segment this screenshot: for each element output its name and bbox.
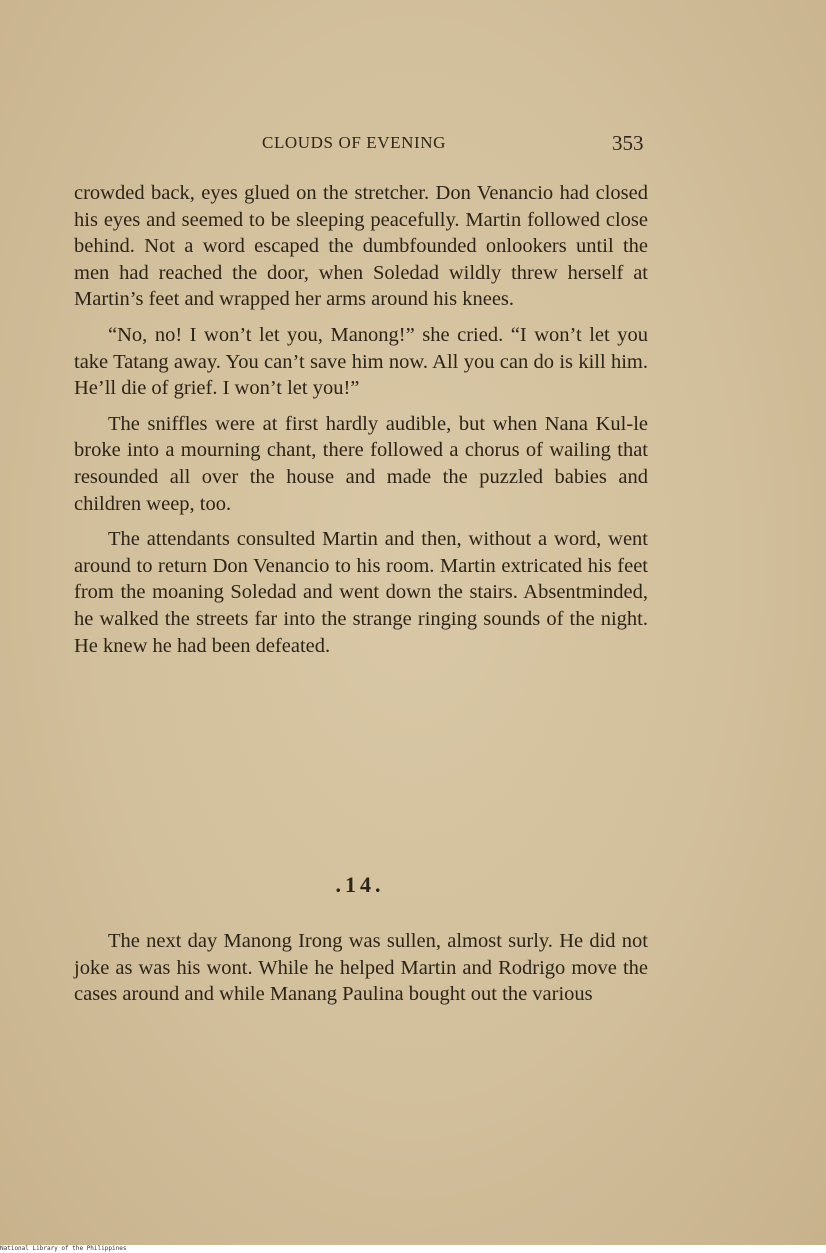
paragraph-4: The attendants consulted Martin and then, without a word, went around to return Don Venancio to his room. Martin extricated his feet from the moaning Soledad and went down the stairs. Absentminded, he walked the streets far into the strange ringing sounds of the night. He knew he had been defeated. [74, 528, 648, 657]
running-title: CLOUDS OF EVENING [262, 133, 446, 152]
library-credit: National Library of the Philippines [0, 1245, 127, 1252]
section-body-text [74, 928, 648, 1017]
paragraph-1: crowded back, eyes glued on the stretcher. Don Venancio had closed his eyes and seemed to be sleeping peacefully. Martin followed close behind. Not a word escaped the dumbfounded onlookers until the men had reached the door, when Soledad wildly threw herself at Martin’s feet and wrapped her arms around his knees. [74, 182, 648, 311]
section-paragraph-1: The next day Manong Irong was sullen, almost surly. He did not joke as was his wont. While he helped Martin and Rodrigo move the cases around and while Manang Paulina bought out the various [74, 930, 648, 1006]
section-number: .14. [335, 872, 385, 897]
paragraph-3: The sniffles were at first hardly audible, but when Nana Kul-le broke into a mourning chant, there followed a chorus of wailing that resounded all over the house and made the puzzled babies and children weep, too. [74, 412, 648, 515]
paragraph-2: “No, no! I won’t let you, Manong!” she cried. “I won’t let you take Tatang away. You can’t save him now. All you can do is kill him. He’ll die of grief. I won’t let you!” [74, 323, 648, 400]
page-number: 353 [612, 131, 644, 155]
body-text [74, 180, 648, 668]
